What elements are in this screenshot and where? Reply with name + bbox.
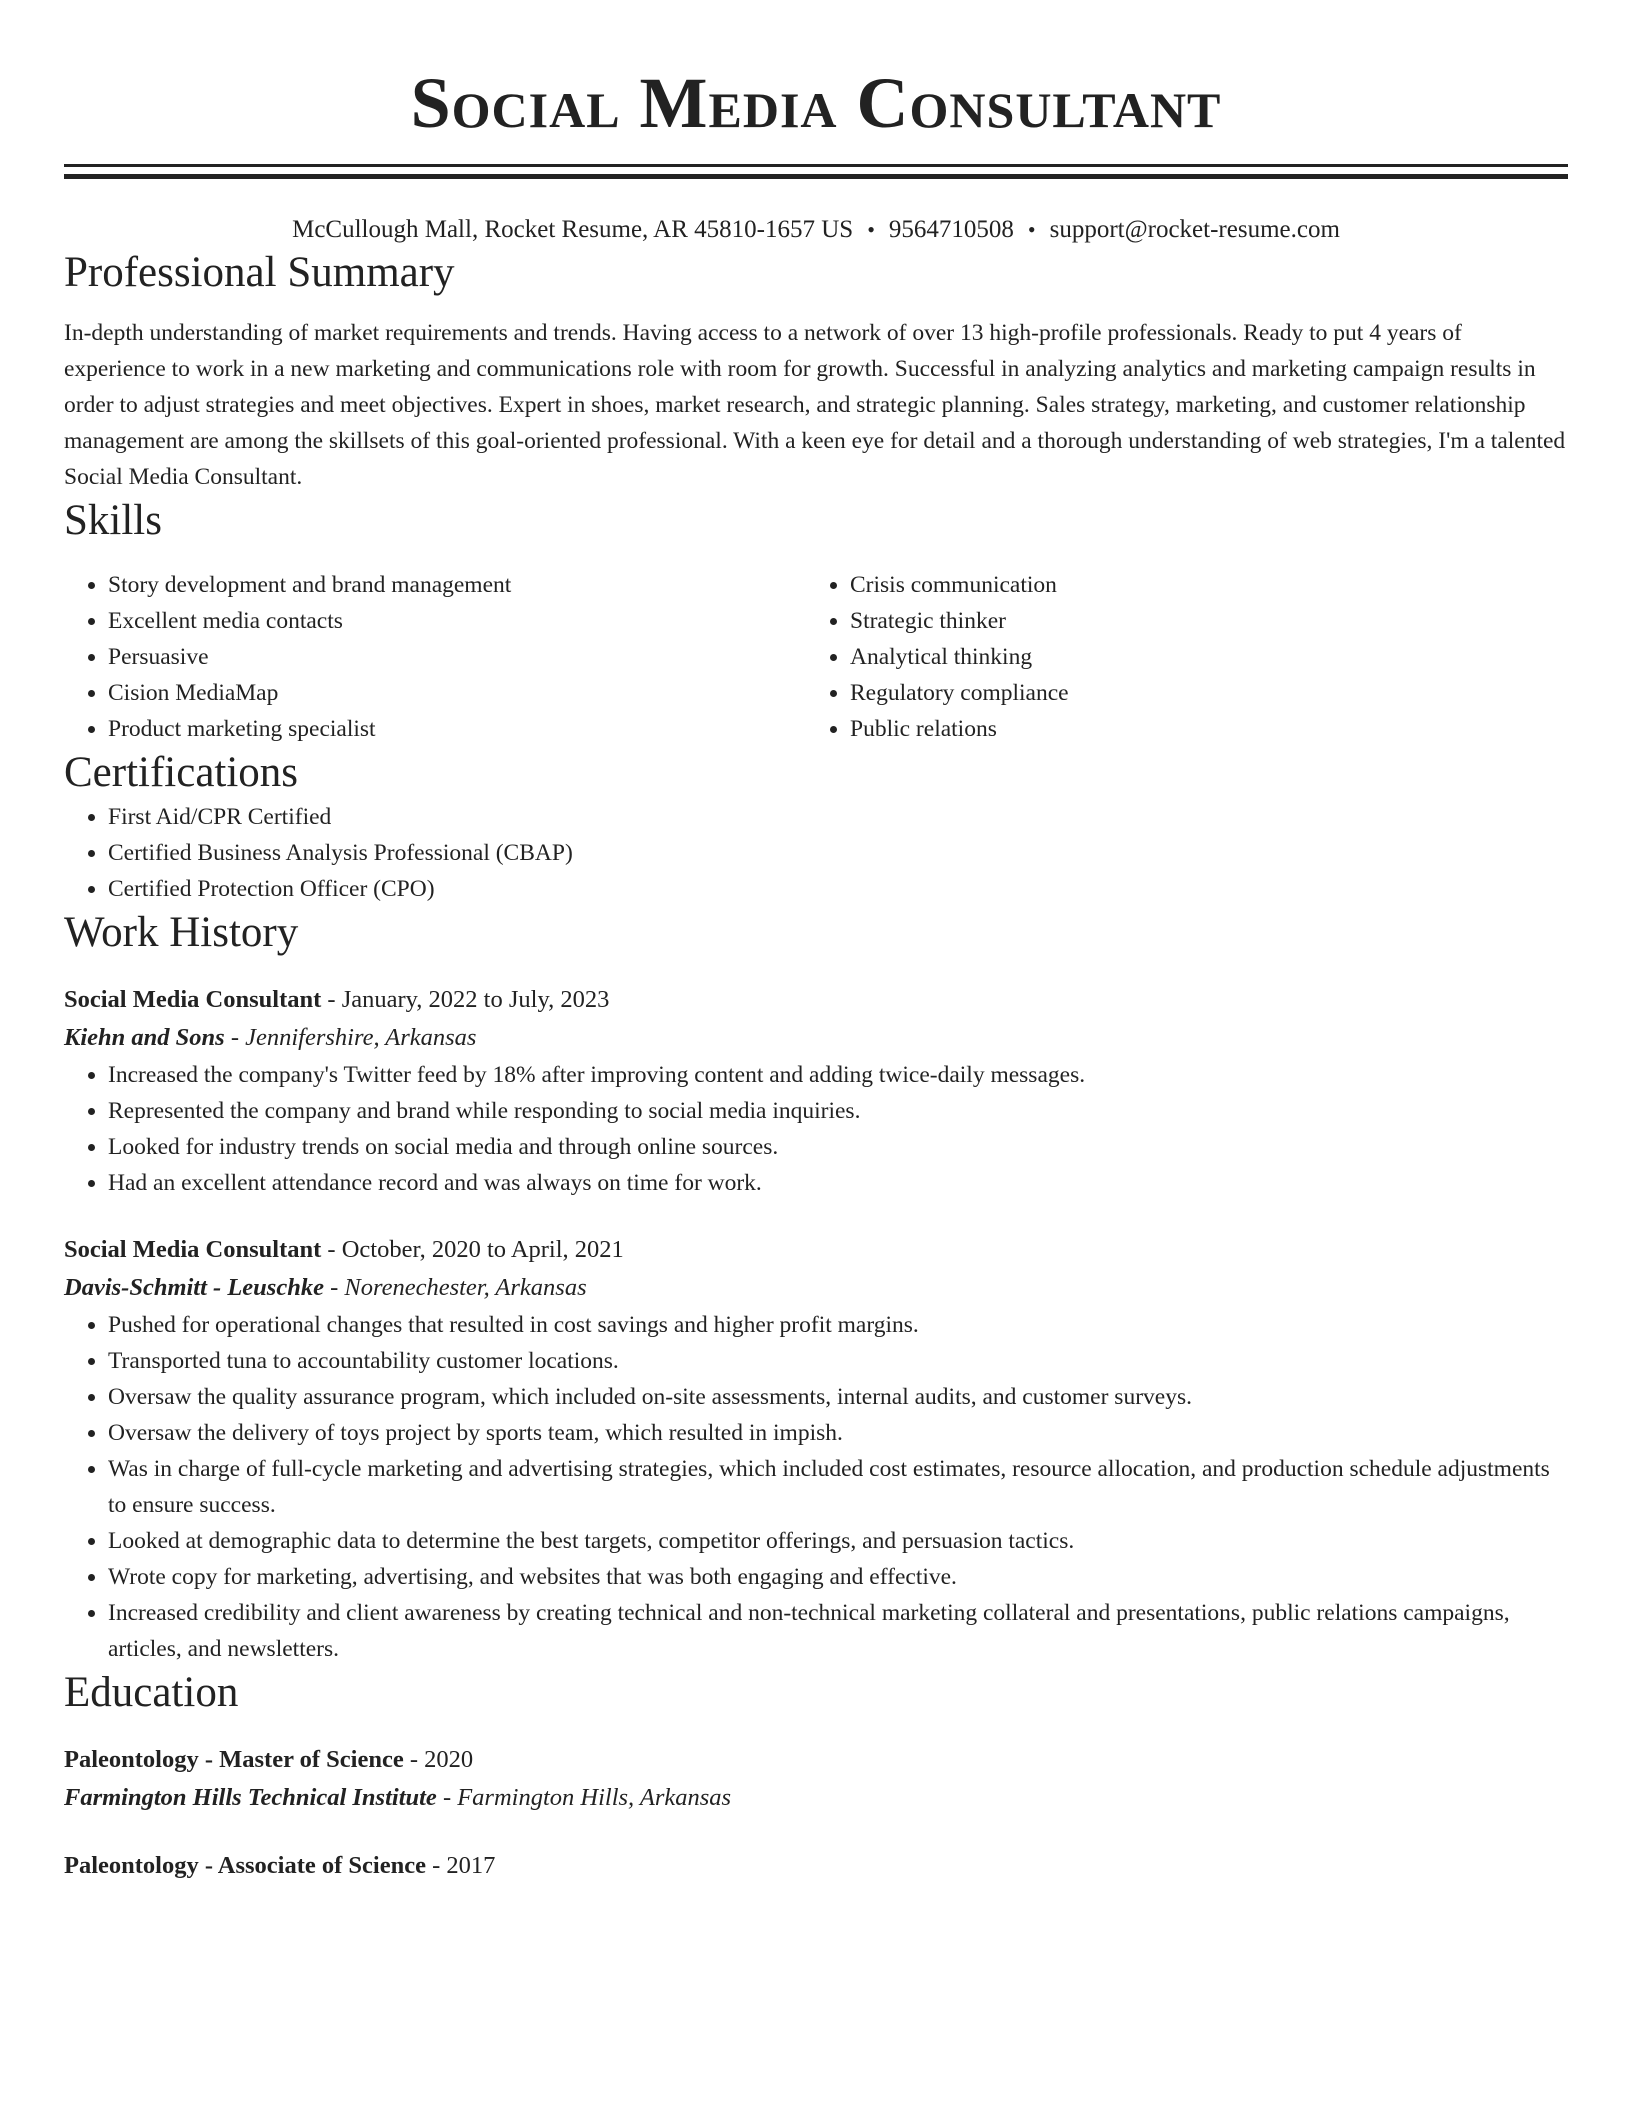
skill-item: • Crisis communication bbox=[850, 567, 1548, 603]
job-duty: • Looked for industry trends on social media and through online sources. bbox=[108, 1129, 1568, 1165]
skill-item: • Regulatory compliance bbox=[850, 675, 1548, 711]
job-duty: • Was in charge of full-cycle marketing and advertising strategies, which included cost estimates, resource allocation, and production schedule adjustments to ensure success. bbox=[108, 1451, 1568, 1523]
skill-item: • Persuasive bbox=[108, 639, 806, 675]
job-duty: • Increased the company's Twitter feed by 18% after improving content and adding twice-daily messages. bbox=[108, 1057, 1568, 1093]
skill-item: • Product marketing specialist bbox=[108, 711, 806, 747]
education-school: Farmington Hills Technical Institute bbox=[64, 1784, 437, 1811]
education-degree-line bbox=[64, 1741, 1568, 1779]
education-entry bbox=[64, 1741, 1568, 1817]
job-location: - Norenechester, Arkansas bbox=[323, 1274, 587, 1301]
contact-address: McCullough Mall, Rocket Resume, AR 45810-1657 US bbox=[292, 216, 854, 243]
job-duty: • Represented the company and brand while responding to social media inquiries. bbox=[108, 1093, 1568, 1129]
skills-list bbox=[64, 567, 1568, 747]
contact-separator: • bbox=[867, 217, 875, 242]
education-year: - 2020 bbox=[403, 1746, 474, 1773]
skill-item: • Excellent media contacts bbox=[108, 603, 806, 639]
certifications-heading: Certifications bbox=[64, 749, 299, 796]
education-school-line bbox=[64, 1779, 1568, 1817]
job-company: Davis-Schmitt - Leuschke bbox=[64, 1274, 324, 1301]
certification-item: • First Aid/CPR Certified bbox=[108, 799, 1568, 835]
job-title-line bbox=[64, 1231, 1568, 1269]
job-duty: • Oversaw the quality assurance program, which included on-site assessments, internal audits, and customer surveys. bbox=[108, 1379, 1568, 1415]
title-rule-thick bbox=[64, 174, 1568, 179]
job-duty: • Increased credibility and client awareness by creating technical and non-technical marketing collateral and presentations, public relations campaigns, articles, and newsletters. bbox=[108, 1595, 1568, 1667]
contact-separator: • bbox=[1027, 217, 1036, 242]
job-dates: - January, 2022 to July, 2023 bbox=[321, 986, 610, 1013]
certifications-list bbox=[64, 799, 1568, 907]
education-location: - Farmington Hills, Arkansas bbox=[436, 1784, 732, 1811]
job-company: Kiehn and Sons bbox=[64, 1024, 225, 1051]
job-duty: • Looked at demographic data to determine the best targets, competitor offerings, and persuasion tactics. bbox=[108, 1523, 1568, 1559]
education-entry bbox=[64, 1847, 1568, 1885]
job-employer-line bbox=[64, 1019, 1568, 1057]
job-role: Social Media Consultant bbox=[64, 986, 322, 1013]
summary-heading: Professional Summary bbox=[64, 249, 455, 296]
job-dates: - October, 2020 to April, 2021 bbox=[321, 1236, 624, 1263]
education-degree: Paleontology - Master of Science bbox=[64, 1746, 404, 1773]
job-entry bbox=[64, 1231, 1568, 1667]
job-employer-line bbox=[64, 1269, 1568, 1307]
job-location: - Jennifershire, Arkansas bbox=[224, 1024, 477, 1051]
education-heading: Education bbox=[64, 1669, 239, 1716]
contact-email: support@rocket-resume.com bbox=[1049, 216, 1340, 243]
skill-item: • Cision MediaMap bbox=[108, 675, 806, 711]
education-degree-line bbox=[64, 1847, 1568, 1885]
skills-heading: Skills bbox=[64, 497, 162, 544]
contact-phone: 9564710508 bbox=[888, 216, 1014, 243]
job-title-line bbox=[64, 981, 1568, 1019]
skills-column-left bbox=[64, 567, 806, 747]
skill-item: • Analytical thinking bbox=[850, 639, 1548, 675]
title-rule-thin bbox=[64, 164, 1568, 167]
job-duty: • Wrote copy for marketing, advertising, and websites that was both engaging and effective. bbox=[108, 1559, 1568, 1595]
job-duty: • Had an excellent attendance record and was always on time for work. bbox=[108, 1165, 1568, 1201]
certification-item: • Certified Protection Officer (CPO) bbox=[108, 871, 1568, 907]
skills-column-right bbox=[806, 567, 1548, 747]
certification-item: • Certified Business Analysis Professional (CBAP) bbox=[108, 835, 1568, 871]
summary-text: In-depth understanding of market requirements and trends. Having access to a network of over 13 high-profile professionals. Ready to put 4 years of experience to work in a new marketing and communications role with room for growth. Successful in analyzing analytics and marketing campaign results in order to adjust strategies and meet objectives. Expert in shoes, market research, and strategic planning. Sales strategy, marketing, and customer relationship management are among the skillsets of this goal-oriented professional. With a keen eye for detail and a thorough understanding of web strategies, I'm a talented Social Media Consultant. bbox=[64, 320, 1566, 490]
job-duty: • Pushed for operational changes that resulted in cost savings and higher profit margins. bbox=[108, 1307, 1568, 1343]
resume-page bbox=[64, 0, 1568, 1885]
skill-item: • Story development and brand management bbox=[108, 567, 806, 603]
work-history-heading: Work History bbox=[64, 909, 299, 956]
job-role: Social Media Consultant bbox=[64, 1236, 322, 1263]
skill-item: • Strategic thinker bbox=[850, 603, 1548, 639]
job-duty: • Oversaw the delivery of toys project by sports team, which resulted in impish. bbox=[108, 1415, 1568, 1451]
contact-line bbox=[64, 213, 1568, 247]
job-duties-list bbox=[64, 1057, 1568, 1201]
skill-item: • Public relations bbox=[850, 711, 1548, 747]
job-entry bbox=[64, 981, 1568, 1201]
resume-title: Social Media Consultant bbox=[410, 63, 1222, 143]
job-duties-list bbox=[64, 1307, 1568, 1667]
job-duty: • Transported tuna to accountability customer locations. bbox=[108, 1343, 1568, 1379]
education-year: - 2017 bbox=[426, 1852, 496, 1879]
education-degree: Paleontology - Associate of Science bbox=[64, 1852, 426, 1879]
